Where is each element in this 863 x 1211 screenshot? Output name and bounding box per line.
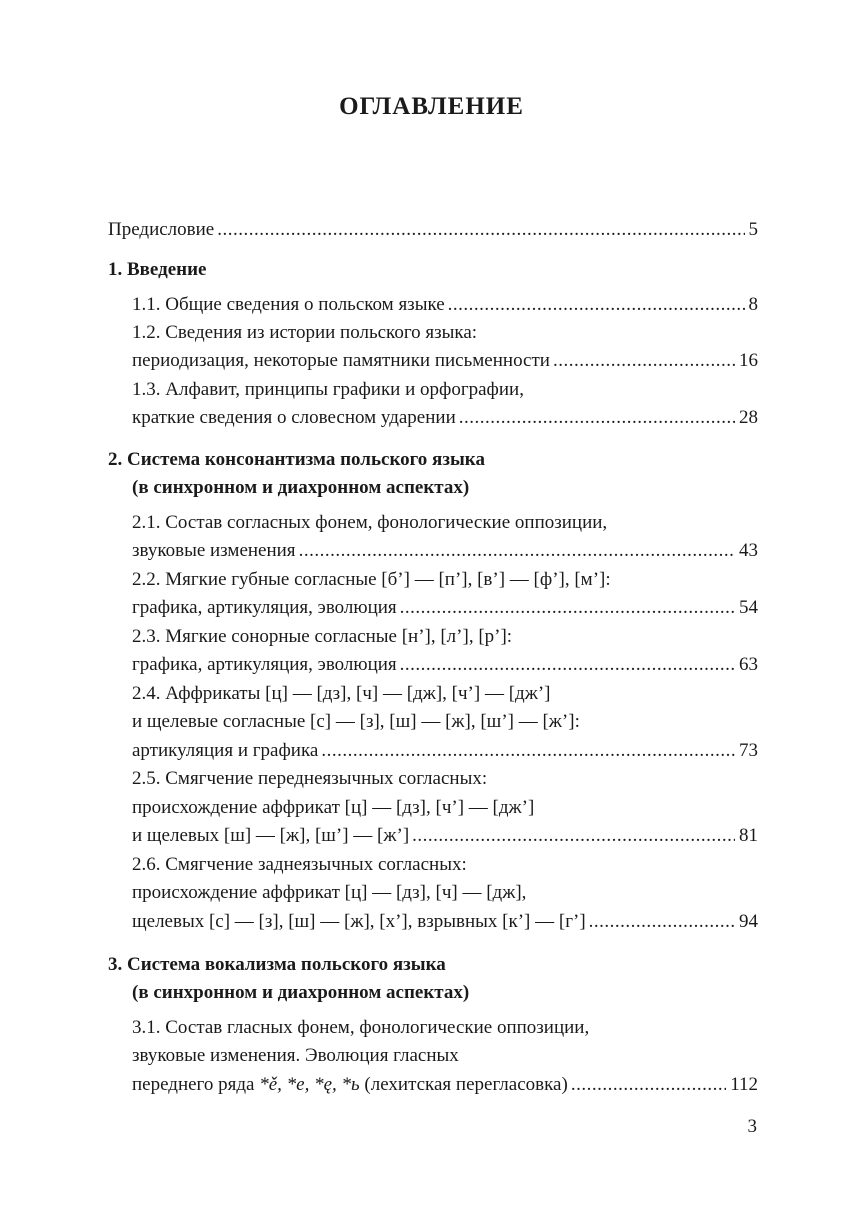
toc-entry-3-1-line3: переднего ряда *ě, *e, *ę, *ь (лехитская перегласовка) ..... 112	[132, 1071, 758, 1099]
toc-section-2-subheading: (в синхронном и диахронном аспектах)	[132, 477, 470, 498]
toc-entry-2-6-line1: 2.6. Смягчение заднеязычных согласных:	[132, 854, 467, 875]
toc-entry-2-6-line2: происхождение аффрикат [ц] — [дз], [ч] — [дж],	[132, 882, 527, 903]
toc-entry-1-3-line1: 1.3. Алфавит, принципы графики и орфографии,	[132, 379, 524, 400]
toc-entry-2-5-line1: 2.5. Смягчение переднеязычных согласных:	[132, 768, 488, 789]
toc-entry-3-1-line2: звуковые изменения. Эволюция гласных	[132, 1045, 459, 1066]
toc-entry-2-5-line2: происхождение аффрикат [ц] — [дз], [ч’] — [дж’]	[132, 797, 535, 818]
page-number: 3	[747, 1116, 757, 1137]
toc-entry-3-1-line1: 3.1. Состав гласных фонем, фонологические оппозиции,	[132, 1017, 590, 1038]
toc-section-2-heading: 2. Система консонантизма польского языка	[108, 449, 485, 470]
toc-entry-preface: Предисловие ..... 5	[108, 216, 758, 244]
toc-entry-2-2-line2: графика, артикуляция, эволюция ..... 54	[132, 594, 758, 622]
toc-entry-2-3-line2: графика, артикуляция, эволюция ..... 63	[132, 651, 758, 679]
toc-entry-1-2-line1: 1.2. Сведения из истории польского языка:	[132, 322, 478, 343]
toc-entry-1-3-line2: краткие сведения о словесном ударении ..... 28	[132, 404, 758, 432]
toc-section-1-heading: 1. Введение	[108, 259, 207, 280]
toc-entry-1-2-line2: периодизация, некоторые памятники письменности ..... 16	[132, 347, 758, 375]
toc-entry-2-4-line2: и щелевые согласные [с] — [з], [ш] — [ж], [ш’] — [ж’]:	[132, 711, 580, 732]
page-title: ОГЛАВЛЕНИЕ	[339, 93, 524, 120]
toc-section-3-heading: 3. Система вокализма польского языка	[108, 954, 446, 975]
toc-entry-2-1-line1: 2.1. Состав согласных фонем, фонологические оппозиции,	[132, 512, 608, 533]
toc-entry-1-1: 1.1. Общие сведения о польском языке ..... 8	[132, 291, 758, 319]
toc-entry-2-3-line1: 2.3. Мягкие сонорные согласные [н’], [л’], [р’]:	[132, 626, 513, 647]
toc-entry-2-4-line1: 2.4. Аффрикаты [ц] — [дз], [ч] — [дж], [ч’] — [дж’]	[132, 683, 551, 704]
toc-entry-2-5-line3: и щелевых [ш] — [ж], [ш’] — [ж’] ..... 81	[132, 822, 758, 850]
toc-entry-2-1-line2: звуковые изменения ..... 43	[132, 537, 758, 565]
toc-entry-2-6-line3: щелевых [с] — [з], [ш] — [ж], [х’], взрывных [к’] — [г’] ..... 94	[132, 908, 758, 936]
toc-entry-2-2-line1: 2.2. Мягкие губные согласные [б’] — [п’], [в’] — [ф’], [м’]:	[132, 569, 611, 590]
toc-entry-2-4-line3: артикуляция и графика ..... 73	[132, 737, 758, 765]
toc-section-3-subheading: (в синхронном и диахронном аспектах)	[132, 982, 470, 1003]
